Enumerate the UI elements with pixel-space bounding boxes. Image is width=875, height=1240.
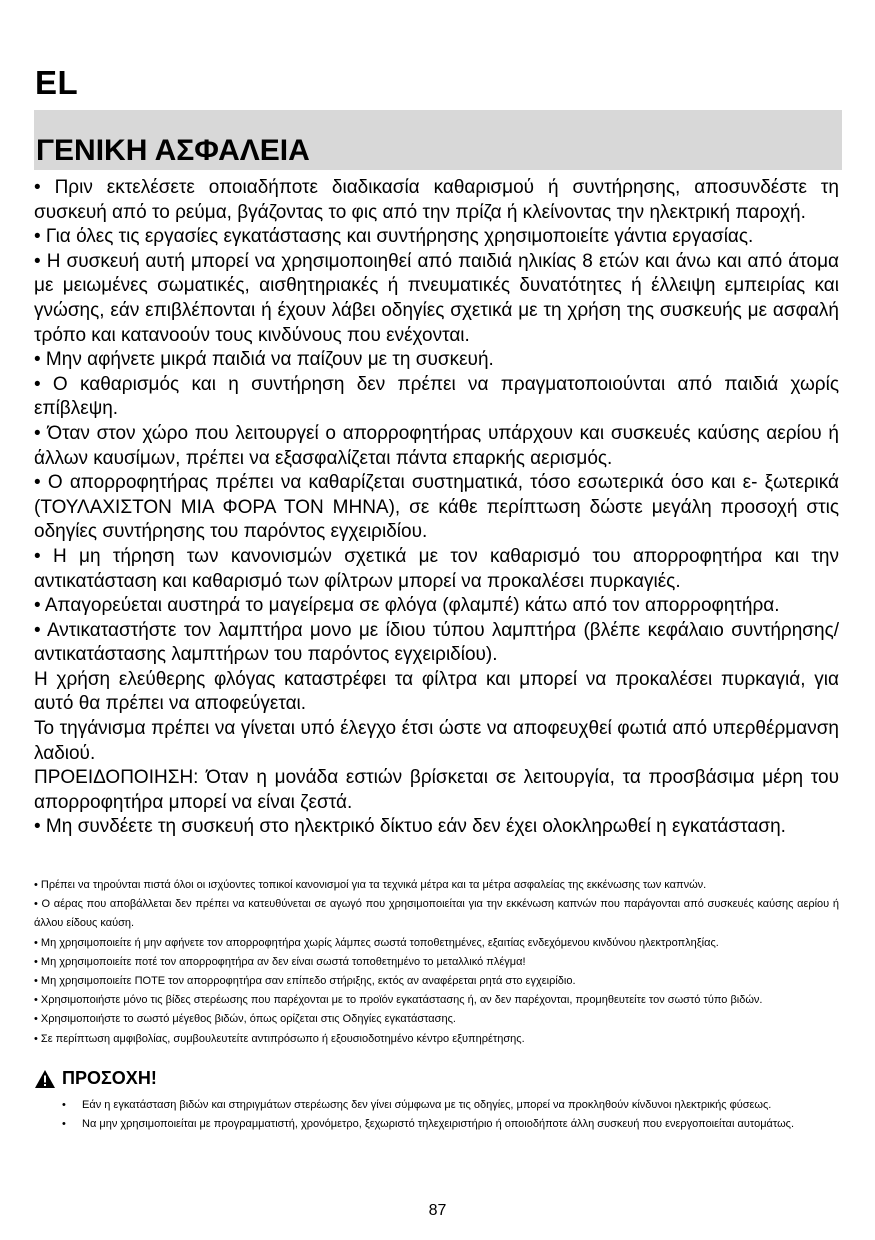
paragraph: • Ο καθαρισμός και η συντήρηση δεν πρέπει να πραγματοποιούνται από παιδιά χωρίς επίβλεψη. — [34, 373, 839, 420]
paragraph: • Όταν στον χώρο που λειτουργεί ο απορροφητήρας υπάρχουν και συσκευές καύσης αερίου ή άλλων καυσίμων, πρέπει να εξασφαλίζεται πάντα επαρκής αερισμός. — [34, 422, 839, 469]
warning-item — [62, 1115, 839, 1133]
additional-safety-notes — [34, 876, 839, 1049]
paragraph: • Απαγορεύεται αυστηρά το μαγείρεμα σε φλόγα (φλαμπέ) κάτω από τον απορροφητήρα. — [34, 595, 780, 617]
warning-item-text: Να μην χρησιμοποιείται με προγραμματιστή, χρονόμετρο, ξεχωριστό τηλεχειριστήριο ή οποιοδήποτε άλλη συσκευή που ενεργοποιείται αυτομάτως. — [82, 1118, 795, 1130]
small-paragraph: • Μη χρησιμοποιείτε ΠΟΤΕ τον απορροφητήρα σαν επίπεδο στήριξης, εκτός αν αναφέρεται ρητά στο εγχειρίδιο. — [34, 975, 576, 988]
safety-instructions — [34, 176, 839, 840]
paragraph: • Ο απορροφητήρας πρέπει να καθαρίζεται συστηματικά, τόσο εσωτερικά όσο και ε- ξωτερικά (ΤΟΥΛΑΧΙΣΤΟΝ ΜΙΑ ΦΟΡΑ ΤΟΝ ΜΗΝΑ), σε κάθε περίπτωση δώστε μεγάλη προσοχή στις οδηγίες συντήρησης του παρόντος εγχειριδίου. — [34, 472, 839, 543]
warning-item — [62, 1096, 839, 1114]
paragraph: • Η συσκευή αυτή μπορεί να χρησιμοποιηθεί από παιδιά ηλικίας 8 ετών και άνω και από άτομα με μειωμένες σωματικές, αισθητηριακές ή πνευματικές δυνατότητες ή έλλειψη εμπειρίας και γνώσης, εάν επιβλέπονται ή έχουν λάβει οδηγίες σχετικά με τη χρήση της συσκευής με ασφαλή τρόπο και κατανοούν τους κινδύνους που ενέχονται. — [34, 250, 839, 346]
warning-title: ΠΡΟΣΟΧΗ! — [62, 1068, 157, 1088]
page-number: 87 — [428, 1202, 447, 1219]
warning-triangle-icon — [34, 1069, 56, 1089]
small-paragraph: • Χρησιμοποιήστε το σωστό μέγεθος βιδών, όπως ορίζεται στις Οδηγίες εγκατάστασης. — [34, 1013, 456, 1026]
language-code: EL — [35, 64, 79, 101]
warning-list — [62, 1096, 839, 1134]
paragraph: • Η μη τήρηση των κανονισμών σχετικά με τον καθαρισμό του απορροφητήρα και την αντικατάσταση και καθαρισμό των φίλτρων μπορεί να προκαλέσει πυρκαγιές. — [34, 545, 839, 592]
section-title: ΓΕΝΙΚΗ ΑΣΦΑΛΕΙΑ — [36, 134, 310, 167]
small-paragraph: • Μη χρησιμοποιείτε ποτέ τον απορροφητήρα αν δεν είναι σωστά τοποθετημένο το μεταλλικό πλέγμα! — [34, 955, 526, 968]
small-paragraph: • Ο αέρας που αποβάλλεται δεν πρέπει να κατευθύνεται σε αγωγό που χρησιμοποιείται για την εκκένωση καπνών που παράγονται από συσκευές καύσης αερίου ή άλλου είδους καύση. — [34, 898, 839, 930]
small-paragraph: • Μη χρησιμοποιείτε ή μην αφήνετε τον απορροφητήρα χωρίς λάμπες σωστά τοποθετημένες, εξαιτίας ενδεχόμενου κινδύνου ηλεκτροπληξίας. — [34, 936, 719, 949]
warning-item-text: Εάν η εγκατάσταση βιδών και στηριγμάτων στερέωσης δεν γίνει σύμφωνα με τις οδηγίες, μπορεί να προκληθούν κίνδυνοι ηλεκτρικής φύσεως. — [82, 1099, 772, 1111]
paragraph: • Μη συνδέετε τη συσκευή στο ηλεκτρικό δίκτυο εάν δεν έχει ολοκληρωθεί η εγκατάσταση. — [34, 816, 786, 838]
small-paragraph: • Σε περίπτωση αμφιβολίας, συμβουλευτείτε αντιπρόσωπο ή εξουσιοδοτημένο κέντρο εξυπηρέτησης. — [34, 1032, 525, 1045]
small-paragraph: • Χρησιμοποιήστε μόνο τις βίδες στερέωσης που παρέχονται με το προϊόν εγκατάστασης ή, αν δεν παρέχονται, προμηθευτείτε τον σωστό τύπο βιδών. — [34, 994, 763, 1007]
small-paragraph: • Πρέπει να τηρούνται πιστά όλοι οι ισχύοντες τοπικοί κανονισμοί για τα τεχνικά μέτρα και τα μέτρα ασφαλείας της εκκένωσης των καπνών. — [34, 879, 707, 891]
bullet: • — [62, 1099, 66, 1111]
paragraph: • Αντικαταστήστε τον λαμπτήρα μονο με ίδιου τύπου λαμπτήρα (βλέπε κεφάλαιο συντήρησης/αντικατάστασης λαμπτήρων του παρόντος εγχειριδίου). — [34, 619, 839, 666]
paragraph: ΠΡΟΕΙΔΟΠΟΙΗΣΗ: Όταν η μονάδα εστιών βρίσκεται σε λειτουργία, τα προσβάσιμα μέρη του απορροφητήρα μπορεί να είναι ζεστά. — [34, 767, 839, 813]
paragraph: Το τηγάνισμα πρέπει να γίνεται υπό έλεγχο έτσι ώστε να αποφευχθεί φωτιά από υπερθέρμανση λαδιού. — [34, 718, 839, 764]
paragraph: • Πριν εκτελέσετε οποιαδήποτε διαδικασία καθαρισμού ή συντήρησης, αποσυνδέστε τη συσκευή από το ρεύμα, βγάζοντας το φις από την πρίζα ή κλείνοντας την ηλεκτρική παροχή. — [34, 177, 839, 223]
paragraph: Η χρήση ελεύθερης φλόγας καταστρέφει τα φίλτρα και μπορεί να προκαλέσει πυρκαγιά, για αυτό θα πρέπει να αποφεύγεται. — [34, 668, 839, 715]
paragraph: • Για όλες τις εργασίες εγκατάστασης και συντήρησης χρησιμοποιείτε γάντια εργασίας. — [34, 226, 754, 248]
bullet: • — [62, 1118, 66, 1130]
paragraph: • Μην αφήνετε μικρά παιδιά να παίζουν με τη συσκευή. — [34, 349, 494, 371]
warning-heading — [34, 1068, 157, 1089]
